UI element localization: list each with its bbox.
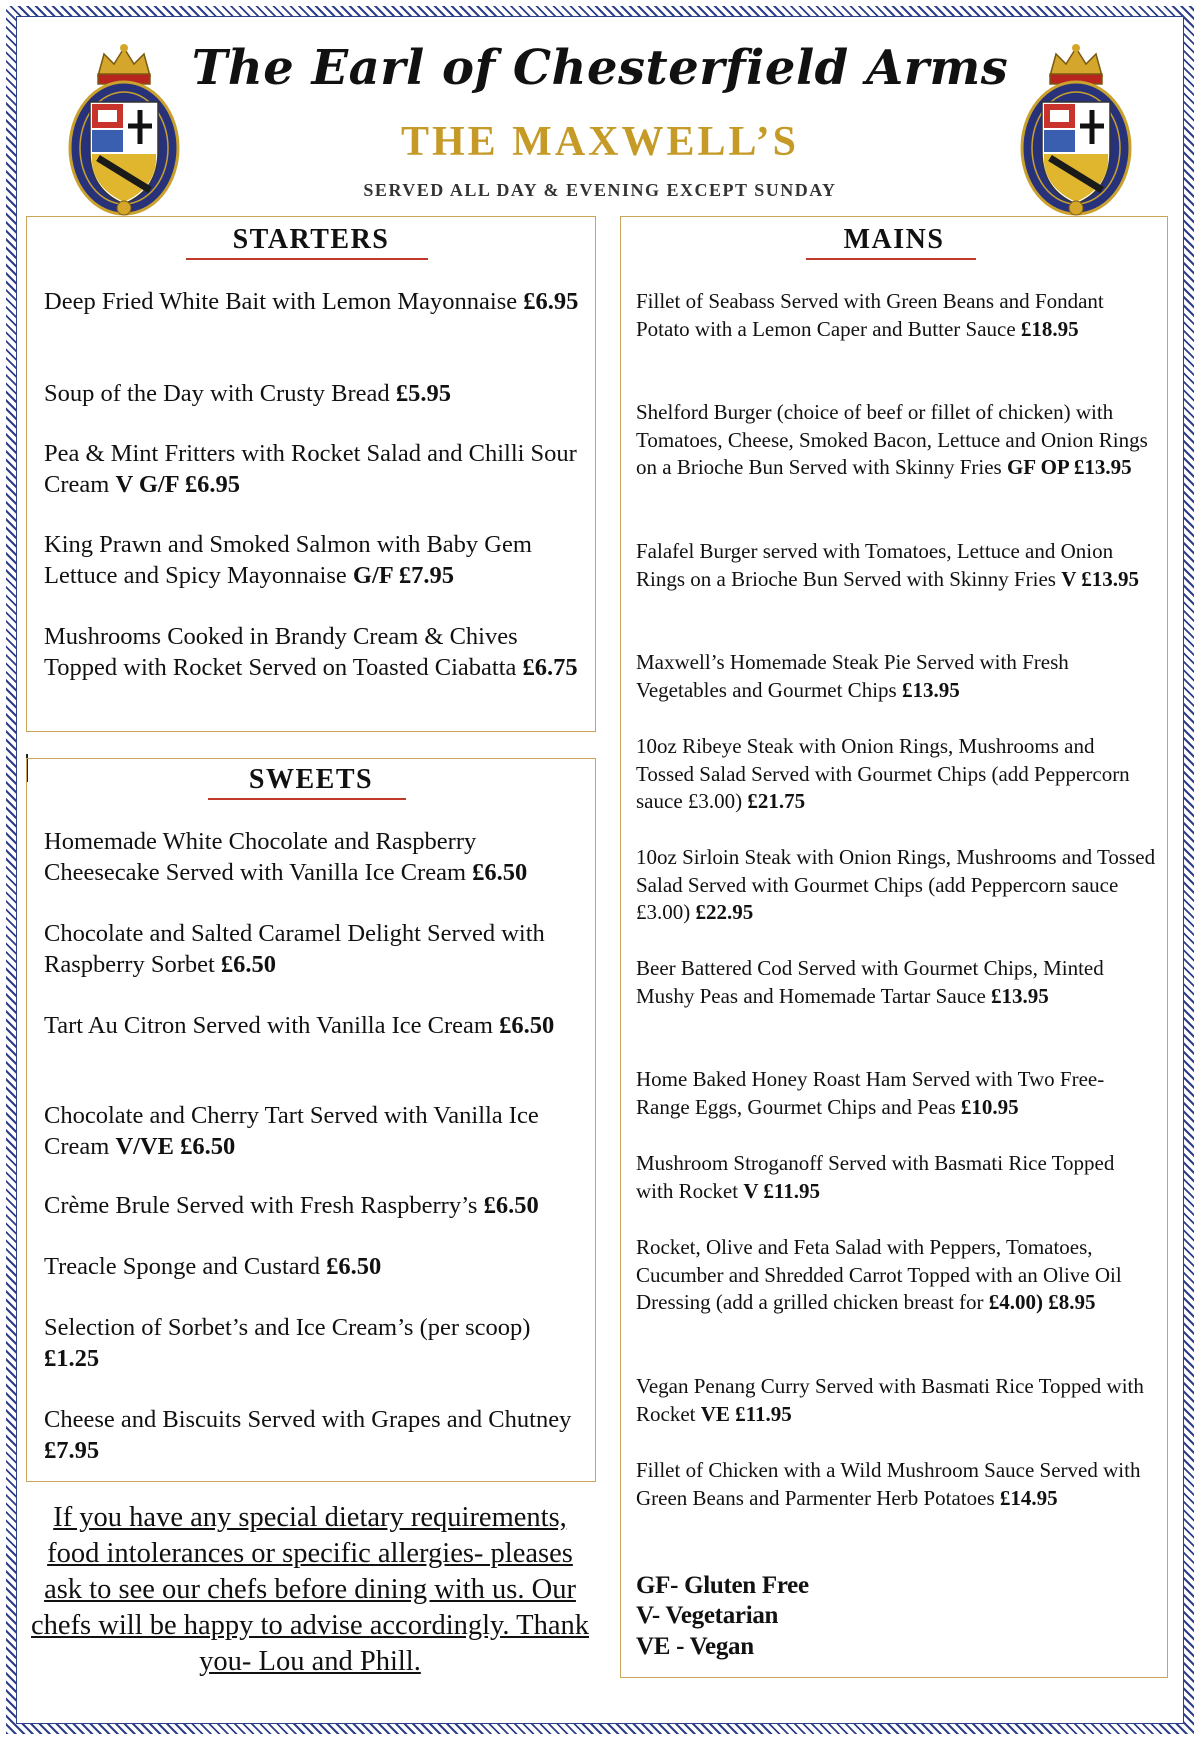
menu-subtitle: THE MAXWELL’S <box>400 119 800 165</box>
main-item: Maxwell’s Homemade Steak Pie Served with Fresh Vegetables and Gourmet Chips £13.95 <box>636 650 1069 702</box>
sweet-item: Homemade White Chocolate and Raspberry Cheesecake Served with Vanilla Ice Cream £6.50 <box>44 828 528 886</box>
main-item: Fillet of Chicken with a Wild Mushroom Sauce Served with Green Beans and Parmenter Herb Potatoes £14.95 <box>636 1458 1141 1510</box>
sweet-item: Treacle Sponge and Custard £6.50 <box>44 1253 382 1280</box>
main-item: Rocket, Olive and Feta Salad with Peppers, Tomatoes, Cucumber and Shredded Carrot Topped with an Olive Oil Dressing (add a grilled chicken breast for £4.00) £8.95 <box>636 1235 1122 1315</box>
starter-item: King Prawn and Smoked Salmon with Baby Gem Lettuce and Spicy Mayonnaise G/F £7.95 <box>44 531 532 589</box>
starter-item: Mushrooms Cooked in Brandy Cream & Chives Topped with Rocket Served on Toasted Ciabatta £6.75 <box>44 623 578 681</box>
pub-name-title: The Earl of Chesterfield Arms <box>191 40 1009 96</box>
serving-times: SERVED ALL DAY & EVENING EXCEPT SUNDAY <box>363 180 837 200</box>
main-item: Vegan Penang Curry Served with Basmati Rice Topped with Rocket VE £11.95 <box>636 1374 1144 1426</box>
sweet-item: Chocolate and Cherry Tart Served with Vanilla Ice Cream V/VE £6.50 <box>44 1102 539 1160</box>
sweet-item: Tart Au Citron Served with Vanilla Ice Cream £6.50 <box>44 1012 555 1039</box>
crest-icon-right <box>1016 40 1136 218</box>
legend-gluten-free: GF- Gluten Free <box>636 1572 809 1599</box>
mains-heading: MAINS <box>843 224 945 255</box>
legend-vegetarian: V- Vegetarian <box>636 1602 779 1629</box>
sweet-item: Cheese and Biscuits Served with Grapes and Chutney £7.95 <box>44 1406 572 1464</box>
starter-item: Deep Fried White Bait with Lemon Mayonnaise £6.95 <box>44 288 579 315</box>
starters-heading-rule <box>186 258 428 260</box>
starters-heading: STARTERS <box>232 224 390 255</box>
main-item: 10oz Ribeye Steak with Onion Rings, Mushrooms and Tossed Salad Served with Gourmet Chips (add Peppercorn sauce £3.00) £21.75 <box>636 734 1130 814</box>
starter-item: Pea & Mint Fritters with Rocket Salad and Chilli Sour Cream V G/F £6.95 <box>44 440 577 498</box>
main-item: Home Baked Honey Roast Ham Served with Two Free-Range Eggs, Gourmet Chips and Peas £10.95 <box>636 1067 1105 1119</box>
dietary-notice: If you have any special dietary requirements, food intolerances or specific allergies- pleases ask to see our chefs before dining with us. Our chefs will be happy to advise accordingly. Thank you- Lou and Phill. <box>31 1502 589 1677</box>
legend-vegan: VE - Vegan <box>636 1633 754 1660</box>
main-item: Fillet of Seabass Served with Green Beans and Fondant Potato with a Lemon Caper and Butter Sauce £18.95 <box>636 289 1104 341</box>
sweet-item: Selection of Sorbet’s and Ice Cream’s (per scoop) £1.25 <box>44 1314 531 1372</box>
sweet-item: Chocolate and Salted Caramel Delight Served with Raspberry Sorbet £6.50 <box>44 920 545 978</box>
sweets-heading-rule <box>208 798 406 800</box>
main-item: Shelford Burger (choice of beef or fillet of chicken) with Tomatoes, Cheese, Smoked Bacon, Lettuce and Onion Rings on a Brioche Bun Served with Skinny Fries GF OP £13.95 <box>636 400 1148 480</box>
main-item: Mushroom Stroganoff Served with Basmati Rice Topped with Rocket V £11.95 <box>636 1151 1115 1203</box>
main-item: 10oz Sirloin Steak with Onion Rings, Mushrooms and Tossed Salad Served with Gourmet Chips (add Peppercorn sauce £3.00) £22.95 <box>636 845 1156 925</box>
sweets-heading: SWEETS <box>248 764 374 795</box>
sweet-item: Crème Brule Served with Fresh Raspberry’s £6.50 <box>44 1192 539 1219</box>
crest-icon-left <box>64 40 184 218</box>
starter-item: Soup of the Day with Crusty Bread £5.95 <box>44 380 451 407</box>
mains-heading-rule <box>806 258 976 260</box>
main-item: Falafel Burger served with Tomatoes, Lettuce and Onion Rings on a Brioche Bun Served with Skinny Fries V £13.95 <box>636 539 1140 591</box>
main-item: Beer Battered Cod Served with Gourmet Chips, Minted Mushy Peas and Homemade Tartar Sauce £13.95 <box>636 956 1104 1008</box>
